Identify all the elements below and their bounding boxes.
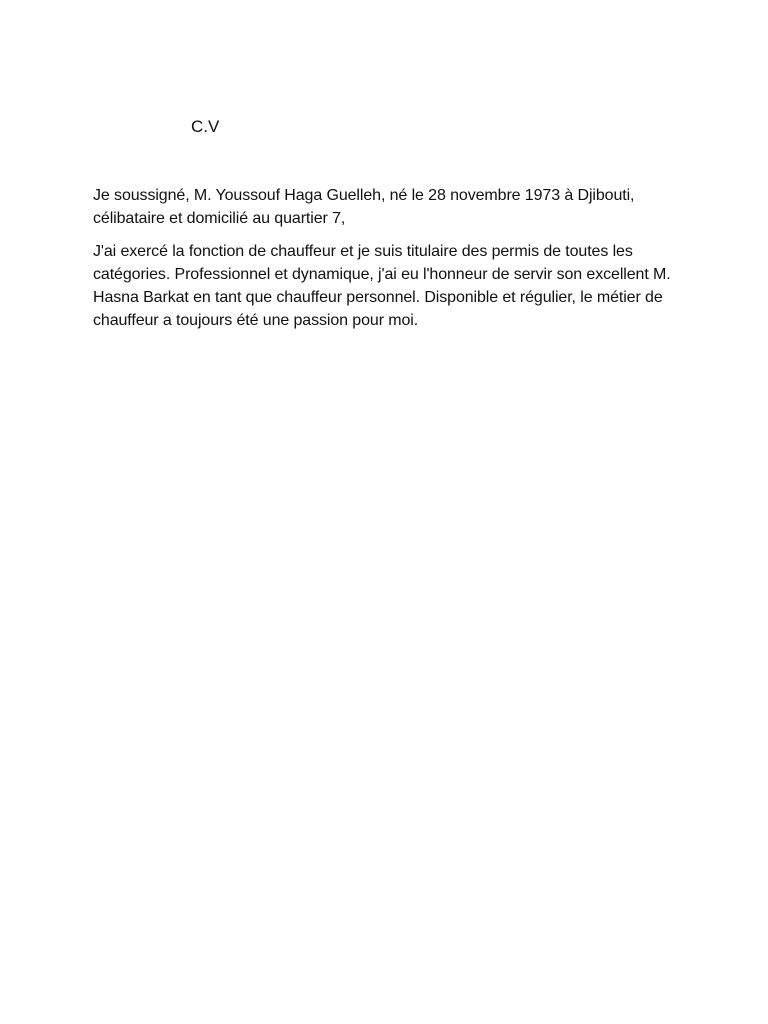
document-title: C.V xyxy=(191,117,220,136)
document-body xyxy=(93,184,673,342)
paragraph-experience: J'ai exercé la fonction de chauffeur et je suis titulaire des permis de toutes les catégories. Professionnel et dynamique, j'ai eu l'honneur de servir son excellent M. Hasna Barkat en tant que chauffeur personnel. Disponible et régulier, le métier de chauffeur a toujours été une passion pour moi. xyxy=(93,243,671,329)
paragraph-identity: Je soussigné, M. Youssouf Haga Guelleh, né le 28 novembre 1973 à Djibouti, célibataire et domicilié au quartier 7, xyxy=(93,187,635,227)
